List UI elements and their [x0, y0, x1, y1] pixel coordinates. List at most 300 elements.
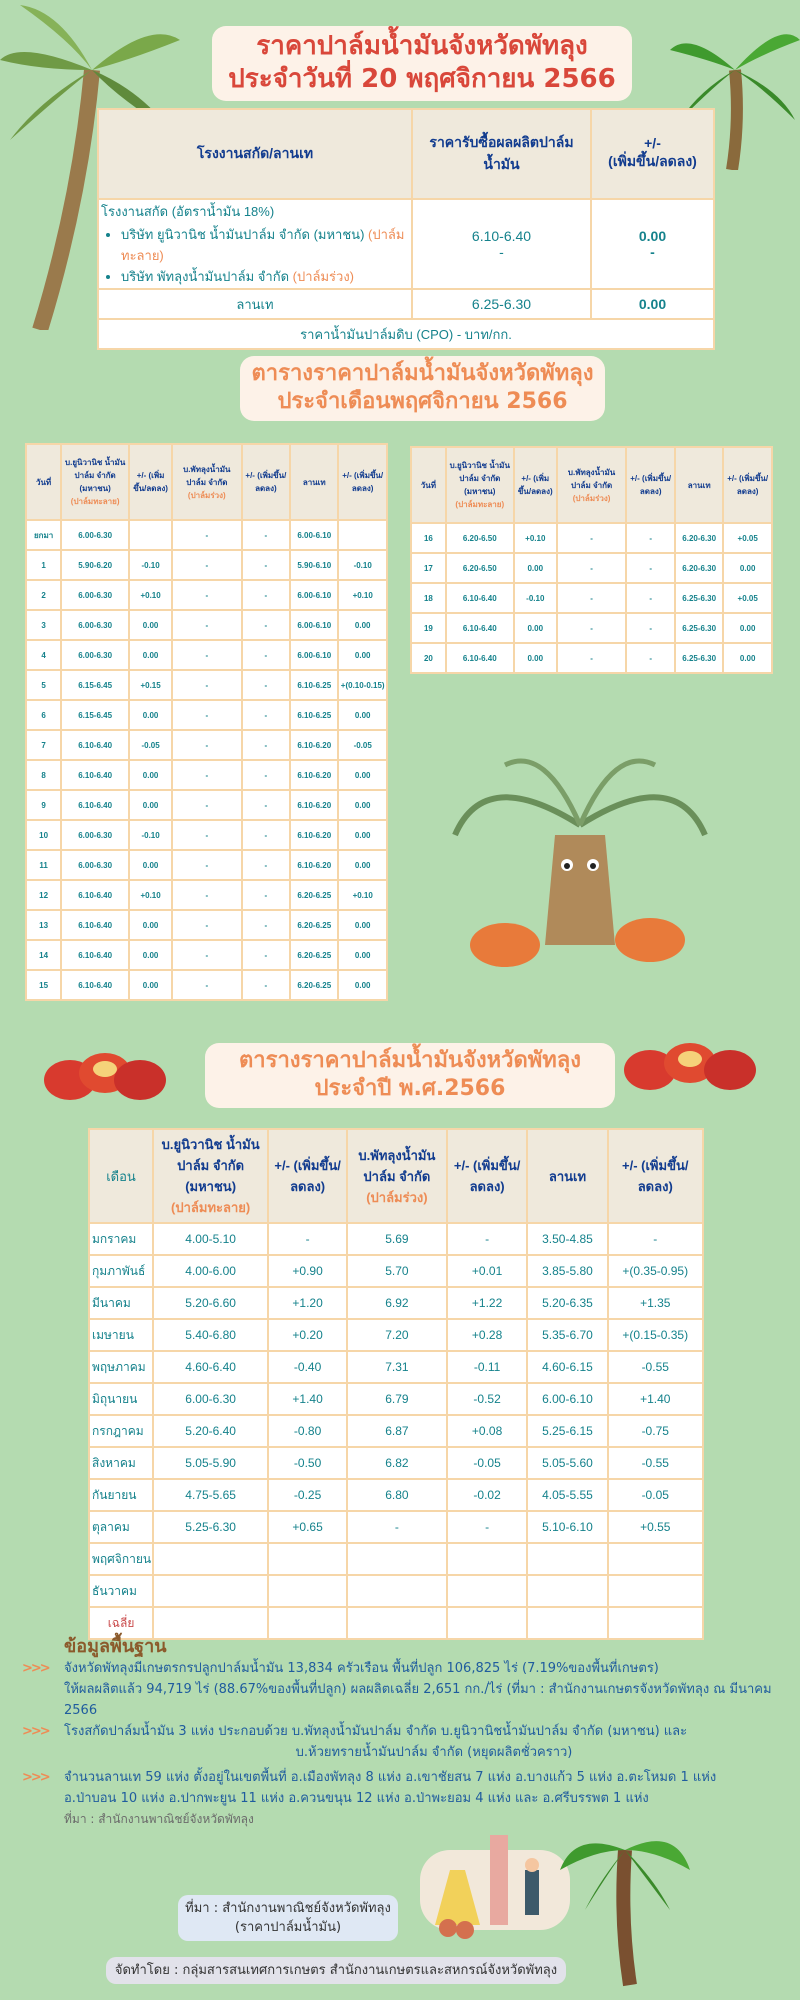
row-value: 6.92: [347, 1287, 447, 1319]
row-value: -: [626, 523, 675, 553]
row-value: 5.05-5.90: [153, 1447, 268, 1479]
row-value: 6.00-6.30: [61, 850, 129, 880]
table-row: [89, 1351, 703, 1383]
row-value: [608, 1575, 704, 1607]
row-value: 0.00: [129, 760, 172, 790]
row-label: ตุลาคม: [89, 1511, 153, 1543]
row-label: 18: [411, 583, 446, 613]
table-row: [89, 1255, 703, 1287]
header-univanich: [153, 1129, 268, 1223]
row-value: 6.00-6.30: [61, 820, 129, 850]
price-value: -: [499, 244, 504, 260]
source-text: ที่มา : สำนักงานพาณิชย์จังหวัดพัทลุง: [185, 1901, 391, 1916]
row-value: -: [172, 790, 242, 820]
row-value: [153, 1575, 268, 1607]
header-tag: (ปาล์มร่วง): [187, 490, 226, 500]
table-row: [26, 850, 387, 880]
row-value: -0.55: [608, 1351, 704, 1383]
table-row: [89, 1415, 703, 1447]
row-value: -: [626, 583, 675, 613]
source-badge: [178, 1895, 398, 1941]
row-value: -: [242, 790, 291, 820]
row-value: 0.00: [129, 940, 172, 970]
row-value: [338, 520, 387, 550]
info-text: โรงสกัดปาล์มน้ำมัน 3 แห่ง ประกอบด้วย บ.พัทลุงน้ำมันปาล์ม จำกัด บ.ยูนิวานิชน้ำมันปาล์ม จำกัด (มหาชน) และ: [64, 1724, 688, 1739]
row-value: 6.10-6.40: [61, 790, 129, 820]
row-value: -0.05: [608, 1479, 704, 1511]
row-value: -: [172, 700, 242, 730]
farmer-oil-illustration: [420, 1820, 570, 1940]
row-value: -: [626, 553, 675, 583]
table-row: [89, 1287, 703, 1319]
row-value: 6.10-6.40: [61, 940, 129, 970]
row-value: +(0.10-0.15): [338, 670, 387, 700]
row-value: 6.20-6.50: [446, 523, 514, 553]
header-change: +/- (เพิ่มขึ้น/ลดลง): [129, 444, 172, 520]
row-value: 0.00: [723, 643, 772, 673]
table-row-factories: [98, 199, 714, 289]
row-value: -: [172, 820, 242, 850]
header-phatthalung: [347, 1129, 447, 1223]
row-value: [447, 1575, 528, 1607]
row-label: 7: [26, 730, 61, 760]
row-label: กันยายน: [89, 1479, 153, 1511]
row-value: -: [626, 643, 675, 673]
average-cell: [527, 1607, 607, 1639]
row-label: เมษายน: [89, 1319, 153, 1351]
row-label: 14: [26, 940, 61, 970]
row-value: -: [242, 820, 291, 850]
row-label: 6: [26, 700, 61, 730]
table-row: [411, 583, 772, 613]
header-price: ราคารับซื้อผลผลิตปาล์มน้ำมัน: [412, 109, 591, 199]
row-value: 0.00: [338, 760, 387, 790]
title-line-1: ตารางราคาปาล์มน้ำมันจังหวัดพัทลุง: [238, 1048, 582, 1073]
row-value: +1.22: [447, 1287, 528, 1319]
row-value: 3.50-4.85: [527, 1223, 607, 1255]
row-label: 12: [26, 880, 61, 910]
table-row: [411, 613, 772, 643]
row-value: 4.00-5.10: [153, 1223, 268, 1255]
row-value: 0.00: [514, 643, 557, 673]
table-row: [26, 790, 387, 820]
basic-info-section: [22, 1636, 800, 1830]
row-value: 0.00: [129, 640, 172, 670]
monthly-table-part-2: [410, 446, 773, 674]
table-row: [89, 1319, 703, 1351]
row-value: [608, 1543, 704, 1575]
average-cell: [447, 1607, 528, 1639]
header-tag: (ปาล์มทะลาย): [171, 1200, 251, 1215]
info-heading: ข้อมูลพื้นฐาน: [64, 1636, 167, 1657]
row-value: 6.10-6.40: [61, 730, 129, 760]
header-univanich: [61, 444, 129, 520]
row-value: 4.05-5.55: [527, 1479, 607, 1511]
row-value: -0.05: [447, 1447, 528, 1479]
row-value: 0.00: [129, 970, 172, 1000]
row-value: +0.90: [268, 1255, 347, 1287]
row-value: 6.00-6.30: [153, 1383, 268, 1415]
row-value: 6.79: [347, 1383, 447, 1415]
row-value: +1.40: [268, 1383, 347, 1415]
row-value: -0.40: [268, 1351, 347, 1383]
row-value: -: [172, 730, 242, 760]
row-value: 6.00-6.10: [290, 610, 338, 640]
info-paragraph: [22, 1767, 800, 1830]
row-label: กรกฎาคม: [89, 1415, 153, 1447]
row-value: -: [447, 1223, 528, 1255]
row-label: กุมภาพันธ์: [89, 1255, 153, 1287]
table-row: [26, 640, 387, 670]
row-value: -0.80: [268, 1415, 347, 1447]
monthly-table-title: [240, 356, 605, 421]
row-value: 0.00: [129, 700, 172, 730]
factory-tag: (ปาล์มร่วง): [292, 269, 355, 284]
row-value: +0.10: [129, 880, 172, 910]
header-yard: ลานเท: [527, 1129, 607, 1223]
yard-price: 6.25-6.30: [412, 289, 591, 319]
header-univanich: [446, 447, 514, 523]
row-value: -: [172, 940, 242, 970]
factory-change-cell: [591, 199, 714, 289]
row-value: 3.85-5.80: [527, 1255, 607, 1287]
monthly-table-body: [411, 523, 772, 673]
row-label: 15: [26, 970, 61, 1000]
row-value: -: [242, 910, 291, 940]
row-value: 6.82: [347, 1447, 447, 1479]
row-value: 6.10-6.25: [290, 700, 338, 730]
row-value: -: [557, 613, 627, 643]
info-text: จังหวัดพัทลุงมีเกษตรกรปลูกปาล์มน้ำมัน 13,834 ครัวเรือน พื้นที่ปลูก 106,825 ไร่ (7.19%ของพื้นที่เกษตร): [64, 1661, 659, 1676]
table-row: [26, 730, 387, 760]
header-change: +/- (เพิ่มขึ้น/ลดลง): [608, 1129, 704, 1223]
row-value: 6.00-6.10: [290, 580, 338, 610]
row-label: 3: [26, 610, 61, 640]
row-value: +0.28: [447, 1319, 528, 1351]
row-value: -: [557, 643, 627, 673]
row-label: 4: [26, 640, 61, 670]
row-value: 6.10-6.20: [290, 820, 338, 850]
row-value: -0.52: [447, 1383, 528, 1415]
daily-price-title: [212, 26, 632, 101]
row-value: -: [447, 1511, 528, 1543]
row-value: 0.00: [338, 610, 387, 640]
row-value: 6.20-6.50: [446, 553, 514, 583]
header-tag: (ปาล์มร่วง): [572, 493, 611, 503]
row-value: -: [242, 850, 291, 880]
row-label: 10: [26, 820, 61, 850]
table-row-average: [89, 1607, 703, 1639]
row-value: -: [242, 640, 291, 670]
row-label: 16: [411, 523, 446, 553]
table-row: [26, 580, 387, 610]
average-cell: [347, 1607, 447, 1639]
row-value: -0.05: [338, 730, 387, 760]
header-phatthalung: [172, 444, 242, 520]
table-row: [411, 643, 772, 673]
row-value: -: [172, 880, 242, 910]
made-by-badge: จัดทำโดย : กลุ่มสารสนเทศการเกษตร สำนักงานเกษตรและสหกรณ์จังหวัดพัทลุง: [106, 1957, 566, 1984]
header-change: +/- (เพิ่มขึ้น/ลดลง): [242, 444, 291, 520]
title-line-1: ตารางราคาปาล์มน้ำมันจังหวัดพัทลุง: [251, 361, 594, 386]
row-value: -: [172, 520, 242, 550]
row-value: 6.10-6.20: [290, 790, 338, 820]
row-value: 6.87: [347, 1415, 447, 1447]
row-value: -: [172, 580, 242, 610]
row-value: 6.20-6.25: [290, 940, 338, 970]
table-row: [26, 610, 387, 640]
row-value: 6.10-6.20: [290, 850, 338, 880]
table-row: [89, 1383, 703, 1415]
source-text: (ราคาปาล์มน้ำมัน): [234, 1920, 342, 1935]
table-row: [26, 670, 387, 700]
header-day: วันที่: [411, 447, 446, 523]
header-day: วันที่: [26, 444, 61, 520]
row-value: 6.15-6.45: [61, 700, 129, 730]
row-value: 5.05-5.60: [527, 1447, 607, 1479]
row-value: 6.10-6.40: [61, 970, 129, 1000]
row-value: [347, 1543, 447, 1575]
row-value: +0.65: [268, 1511, 347, 1543]
row-value: 0.00: [723, 613, 772, 643]
table-row-cpo: [98, 319, 714, 349]
row-value: 6.20-6.25: [290, 970, 338, 1000]
average-label: เฉลี่ย: [89, 1607, 153, 1639]
row-value: -: [172, 910, 242, 940]
row-value: 6.20-6.30: [675, 523, 723, 553]
row-value: [527, 1543, 607, 1575]
monthly-table-part-1: [25, 443, 388, 1001]
row-value: 6.20-6.25: [290, 910, 338, 940]
daily-price-table: [97, 108, 715, 350]
table-row: [26, 550, 387, 580]
row-value: +0.55: [608, 1511, 704, 1543]
factory-item: [121, 266, 410, 287]
table-header-row: [98, 109, 714, 199]
header-change-label: (เพิ่มขึ้น/ลดลง): [608, 153, 697, 169]
row-label: มกราคม: [89, 1223, 153, 1255]
chevron-right-icon: >>>: [22, 1661, 49, 1676]
title-line-2: ประจำวันที่ 20 พฤศจิกายน 2566: [228, 63, 616, 94]
row-value: +0.10: [129, 580, 172, 610]
row-label: 17: [411, 553, 446, 583]
row-value: -: [242, 580, 291, 610]
average-cell: [608, 1607, 704, 1639]
row-value: 6.10-6.20: [290, 730, 338, 760]
header-yard: ลานเท: [675, 447, 723, 523]
info-text: อ.ป่าบอน 10 แห่ง อ.ปากพะยูน 11 แห่ง อ.ควนขนุน 12 แห่ง อ.ป่าพะยอม 4 แห่ง และ อ.ศรีบรรพต 1 แห่ง: [64, 1791, 649, 1806]
row-value: 5.25-6.15: [527, 1415, 607, 1447]
row-value: [268, 1543, 347, 1575]
row-value: -: [242, 880, 291, 910]
header-text: บ.ยูนิวานิช น้ำมันปาล์ม จำกัด (มหาชน): [161, 1137, 260, 1194]
row-value: 4.75-5.65: [153, 1479, 268, 1511]
row-value: -0.75: [608, 1415, 704, 1447]
info-paragraph: [22, 1721, 800, 1763]
row-value: 6.10-6.40: [446, 613, 514, 643]
row-value: -: [268, 1223, 347, 1255]
row-value: +1.20: [268, 1287, 347, 1319]
row-value: 0.00: [514, 553, 557, 583]
monthly-table-body: [26, 520, 387, 1000]
row-value: 6.20-6.30: [675, 553, 723, 583]
row-value: 6.10-6.40: [61, 760, 129, 790]
factory-name: บริษัท พัทลุงน้ำมันปาล์ม จำกัด: [121, 269, 290, 284]
yearly-table-body: [89, 1223, 703, 1607]
row-value: 0.00: [338, 790, 387, 820]
title-line-2: ประจำปี พ.ศ.2566: [314, 1075, 506, 1101]
change-value: -: [650, 244, 655, 260]
row-value: 6.10-6.40: [446, 583, 514, 613]
row-value: 6.80: [347, 1479, 447, 1511]
row-value: -: [347, 1511, 447, 1543]
header-tag: (ปาล์มทะลาย): [70, 497, 120, 506]
row-label: พฤษภาคม: [89, 1351, 153, 1383]
row-value: 0.00: [129, 850, 172, 880]
row-value: 6.10-6.40: [446, 643, 514, 673]
row-value: 5.90-6.10: [290, 550, 338, 580]
row-value: -: [242, 670, 291, 700]
row-label: มิถุนายน: [89, 1383, 153, 1415]
row-value: 5.20-6.40: [153, 1415, 268, 1447]
header-change: +/- (เพิ่มขึ้น/ลดลง): [723, 447, 772, 523]
table-header-row: [411, 447, 772, 523]
title-line-2: ประจำเดือนพฤศจิกายน 2566: [277, 388, 568, 414]
row-value: 6.00-6.10: [527, 1383, 607, 1415]
info-text: จำนวนลานเท 59 แห่ง ตั้งอยู่ในเขตพื้นที่ อ.เมืองพัทลุง 8 แห่ง อ.เขาชัยสน 7 แห่ง อ.บางแก้ว 5 แห่ง อ.ตะโหมด 1 แห่ง: [64, 1770, 717, 1785]
row-value: 7.31: [347, 1351, 447, 1383]
table-row: [89, 1543, 703, 1575]
row-label: 5: [26, 670, 61, 700]
factory-list: [101, 224, 410, 287]
row-value: 0.00: [338, 970, 387, 1000]
header-change: +/- (เพิ่มขึ้น/ลดลง): [514, 447, 557, 523]
row-value: +0.10: [338, 880, 387, 910]
row-value: 6.00-6.10: [290, 640, 338, 670]
row-label: 11: [26, 850, 61, 880]
row-value: +(0.15-0.35): [608, 1319, 704, 1351]
table-row: [26, 760, 387, 790]
row-label: สิงหาคม: [89, 1447, 153, 1479]
row-value: 0.00: [338, 700, 387, 730]
row-value: 5.25-6.30: [153, 1511, 268, 1543]
row-value: 6.10-6.25: [290, 670, 338, 700]
row-value: 6.25-6.30: [675, 643, 723, 673]
row-label: 9: [26, 790, 61, 820]
row-label: 20: [411, 643, 446, 673]
row-value: 6.00-6.30: [61, 640, 129, 670]
header-change: [591, 109, 714, 199]
row-value: -0.25: [268, 1479, 347, 1511]
average-cell: [153, 1607, 268, 1639]
average-cell: [268, 1607, 347, 1639]
info-text: บ.ห้วยทรายน้ำมันปาล์ม จำกัด (หยุดผลิตชั่วคราว): [295, 1745, 573, 1760]
row-value: 0.00: [338, 820, 387, 850]
info-source: ที่มา : สำนักงานพาณิชย์จังหวัดพัทลุง: [64, 1812, 254, 1826]
row-label: ยกมา: [26, 520, 61, 550]
chevron-right-icon: >>>: [22, 1770, 49, 1785]
header-tag: (ปาล์มร่วง): [366, 1189, 428, 1205]
table-row: [26, 940, 387, 970]
row-value: 7.20: [347, 1319, 447, 1351]
header-phatthalung: [557, 447, 627, 523]
factory-name: บริษัท ยูนิวานิช น้ำมันปาล์ม จำกัด (มหาชน): [121, 227, 365, 242]
row-value: -: [608, 1223, 704, 1255]
row-value: -: [557, 523, 627, 553]
row-value: -0.55: [608, 1447, 704, 1479]
price-value: 6.10-6.40: [471, 228, 532, 244]
table-header-row: [26, 444, 387, 520]
row-value: 6.25-6.30: [675, 583, 723, 613]
row-value: -: [242, 610, 291, 640]
title-line-1: ราคาปาล์มน้ำมันจังหวัดพัทลุง: [256, 31, 588, 61]
header-change: +/- (เพิ่มขึ้น/ลดลง): [447, 1129, 528, 1223]
row-value: [447, 1543, 528, 1575]
factory-cell: [98, 199, 412, 289]
table-row: [89, 1447, 703, 1479]
row-value: 5.70: [347, 1255, 447, 1287]
row-value: -0.02: [447, 1479, 528, 1511]
table-row: [89, 1479, 703, 1511]
row-value: 4.60-6.15: [527, 1351, 607, 1383]
row-value: +0.20: [268, 1319, 347, 1351]
header-yard: ลานเท: [290, 444, 338, 520]
row-value: -0.10: [129, 820, 172, 850]
row-value: 0.00: [338, 850, 387, 880]
row-value: [129, 520, 172, 550]
row-value: -: [557, 553, 627, 583]
table-row: [26, 970, 387, 1000]
table-header-row: [89, 1129, 703, 1223]
row-value: +0.10: [338, 580, 387, 610]
header-change: +/- (เพิ่มขึ้น/ลดลง): [338, 444, 387, 520]
factory-label: โรงงานสกัด (อัตราน้ำมัน 18%): [101, 204, 275, 219]
header-month: เดือน: [89, 1129, 153, 1223]
row-label: พฤศจิกายน: [89, 1543, 153, 1575]
row-value: -: [242, 700, 291, 730]
row-value: -0.05: [129, 730, 172, 760]
header-text: บ.ยูนิวานิช น้ำมันปาล์ม จำกัด (มหาชน): [449, 461, 510, 496]
row-value: -0.50: [268, 1447, 347, 1479]
row-value: -: [172, 610, 242, 640]
row-value: -: [242, 520, 291, 550]
row-value: -0.10: [338, 550, 387, 580]
row-value: +0.05: [723, 523, 772, 553]
factory-tag: (ปาล์มทะลาย): [121, 227, 405, 263]
row-value: +0.08: [447, 1415, 528, 1447]
row-value: +1.35: [608, 1287, 704, 1319]
header-text: บ.พัทลุงน้ำมันปาล์ม จำกัด: [183, 464, 231, 487]
palm-fruit-illustration: [40, 1045, 170, 1105]
row-value: 5.20-6.35: [527, 1287, 607, 1319]
table-row: [26, 520, 387, 550]
row-value: +0.15: [129, 670, 172, 700]
header-tag: (ปาล์มทะลาย): [455, 500, 505, 509]
yearly-price-table: [88, 1128, 704, 1640]
row-value: 0.00: [338, 910, 387, 940]
row-value: -: [242, 730, 291, 760]
row-value: 4.00-6.00: [153, 1255, 268, 1287]
row-label: 2: [26, 580, 61, 610]
row-value: 0.00: [129, 910, 172, 940]
row-label: 8: [26, 760, 61, 790]
row-value: 6.10-6.40: [61, 910, 129, 940]
table-row: [89, 1575, 703, 1607]
row-value: -: [172, 550, 242, 580]
row-value: 6.25-6.30: [675, 613, 723, 643]
row-label: 19: [411, 613, 446, 643]
row-value: +(0.35-0.95): [608, 1255, 704, 1287]
